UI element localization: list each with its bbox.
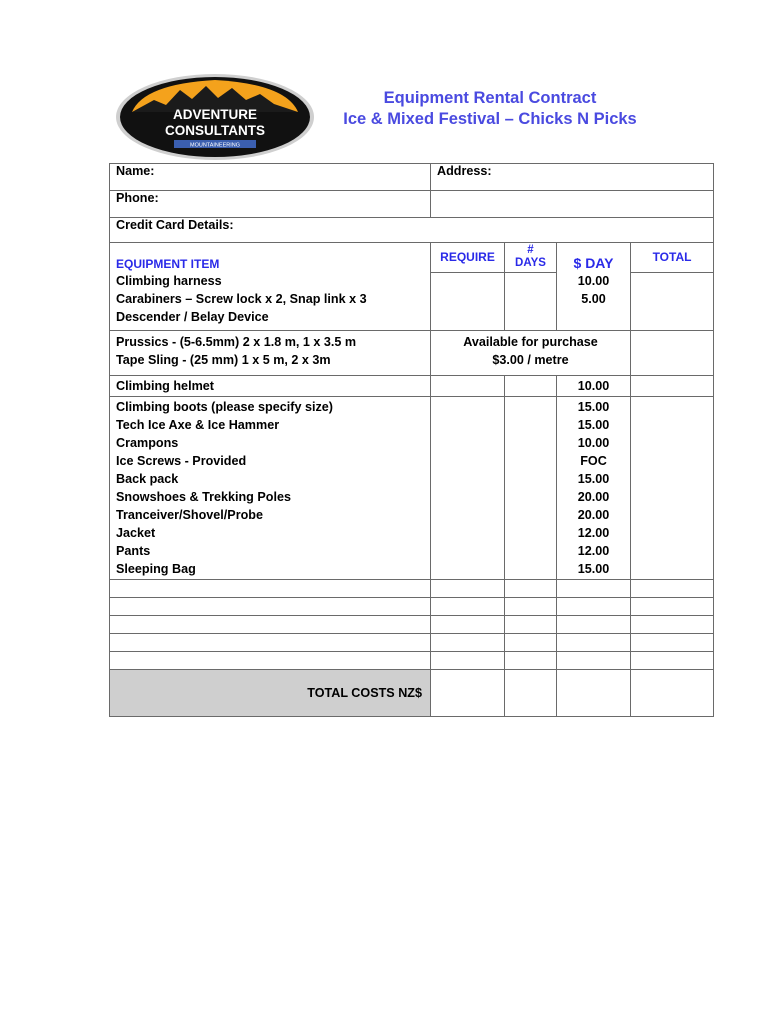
price-value: 12.00	[577, 544, 610, 558]
item-label: Back pack	[116, 472, 179, 486]
total-costs-label: TOTAL COSTS NZ$	[307, 686, 422, 700]
days-cell[interactable]	[505, 397, 557, 580]
item-label: Tech Ice Axe & Ice Hammer	[116, 418, 280, 432]
rental-form-table	[109, 163, 714, 717]
col-equipment-item: EQUIPMENT ITEM	[116, 257, 220, 271]
group2-prices	[557, 397, 631, 580]
price-value: 20.00	[577, 508, 610, 522]
logo-tagline: MOUNTAINEERING	[189, 142, 241, 149]
price-value: 15.00	[577, 562, 610, 576]
require-cell[interactable]	[431, 376, 505, 397]
total-cell[interactable]	[631, 376, 714, 397]
col-days: DAYS	[515, 257, 546, 270]
item-label: Pants	[116, 544, 151, 558]
item-label: Jacket	[116, 526, 156, 540]
total-costs-row	[110, 670, 714, 717]
col-per-day: $ DAY	[573, 255, 614, 271]
address-continued-field[interactable]	[431, 191, 714, 218]
col-require: REQUIRE	[440, 250, 495, 265]
blank-row	[110, 634, 714, 652]
price-value: 15.00	[577, 400, 610, 414]
purchase-price-note: $3.00 / metre	[492, 353, 569, 367]
col-days-hash: #	[527, 244, 534, 257]
require-cell[interactable]	[431, 397, 505, 580]
adventure-consultants-logo	[114, 72, 316, 162]
item-row-helmet	[110, 376, 714, 397]
item-group-harness	[110, 272, 714, 331]
name-label: Name:	[116, 164, 155, 178]
col-total: TOTAL	[652, 250, 692, 265]
item-label: Descender / Belay Device	[116, 310, 269, 324]
item-group-gear	[110, 397, 714, 580]
name-address-row	[110, 164, 714, 191]
phone-row	[110, 191, 714, 218]
days-cell[interactable]	[505, 376, 557, 397]
item-label: Tape Sling - (25 mm) 1 x 5 m, 2 x 3m	[116, 353, 331, 367]
grand-total-cell[interactable]	[631, 670, 714, 717]
item-label: Ice Screws - Provided	[116, 454, 247, 468]
price-value: 10.00	[577, 274, 610, 288]
group2-labels	[110, 397, 431, 580]
days-cell[interactable]	[505, 272, 557, 331]
contract-title: Equipment Rental Contract	[383, 89, 597, 107]
total-days-cell[interactable]	[505, 670, 557, 717]
column-header-row	[110, 243, 714, 273]
phone-field[interactable]	[110, 191, 431, 218]
price-value: 5.00	[581, 292, 606, 306]
group1-prices	[557, 272, 631, 331]
total-cell[interactable]	[631, 331, 714, 376]
item-label: Climbing helmet	[116, 379, 214, 393]
group1-labels	[110, 272, 431, 331]
credit-card-row	[110, 218, 714, 243]
blank-row	[110, 580, 714, 598]
item-group-prussics	[110, 331, 714, 376]
purchase-note: Available for purchase	[463, 335, 598, 349]
contract-subtitle: Ice & Mixed Festival – Chicks N Picks	[343, 110, 637, 128]
total-cell[interactable]	[631, 397, 714, 580]
price-value: 15.00	[577, 472, 610, 486]
name-field[interactable]	[110, 164, 431, 191]
item-label: Prussics - (5-6.5mm) 2 x 1.8 m, 1 x 3.5 m	[116, 335, 357, 349]
total-cell[interactable]	[631, 272, 714, 331]
item-label: Tranceiver/Shovel/Probe	[116, 508, 263, 522]
item-label: Climbing harness	[116, 274, 222, 288]
blank-row	[110, 616, 714, 634]
item-label: Carabiners – Screw lock x 2, Snap link x 3	[116, 292, 367, 306]
price-value: 10.00	[577, 436, 610, 450]
price-value: 12.00	[577, 526, 610, 540]
address-label: Address:	[437, 164, 492, 178]
price-value: FOC	[580, 454, 607, 468]
item-label: Snowshoes & Trekking Poles	[116, 490, 291, 504]
total-per-day-cell[interactable]	[557, 670, 631, 717]
item-label: Crampons	[116, 436, 179, 450]
credit-card-field[interactable]	[110, 218, 714, 243]
contract-title-block	[318, 88, 662, 130]
item-label: Climbing boots (please specify size)	[116, 400, 333, 414]
phone-label: Phone:	[116, 191, 159, 205]
credit-card-label: Credit Card Details:	[116, 218, 234, 232]
price-value: 10.00	[577, 379, 610, 393]
item-label: Sleeping Bag	[116, 562, 196, 576]
price-value: 20.00	[577, 490, 610, 504]
require-cell[interactable]	[431, 272, 505, 331]
logo-line2: CONSULTANTS	[165, 123, 265, 138]
blank-row	[110, 598, 714, 616]
logo-line1: ADVENTURE	[172, 107, 258, 122]
total-require-cell[interactable]	[431, 670, 505, 717]
blank-row	[110, 652, 714, 670]
address-field[interactable]	[431, 164, 714, 191]
price-value: 15.00	[577, 418, 610, 432]
